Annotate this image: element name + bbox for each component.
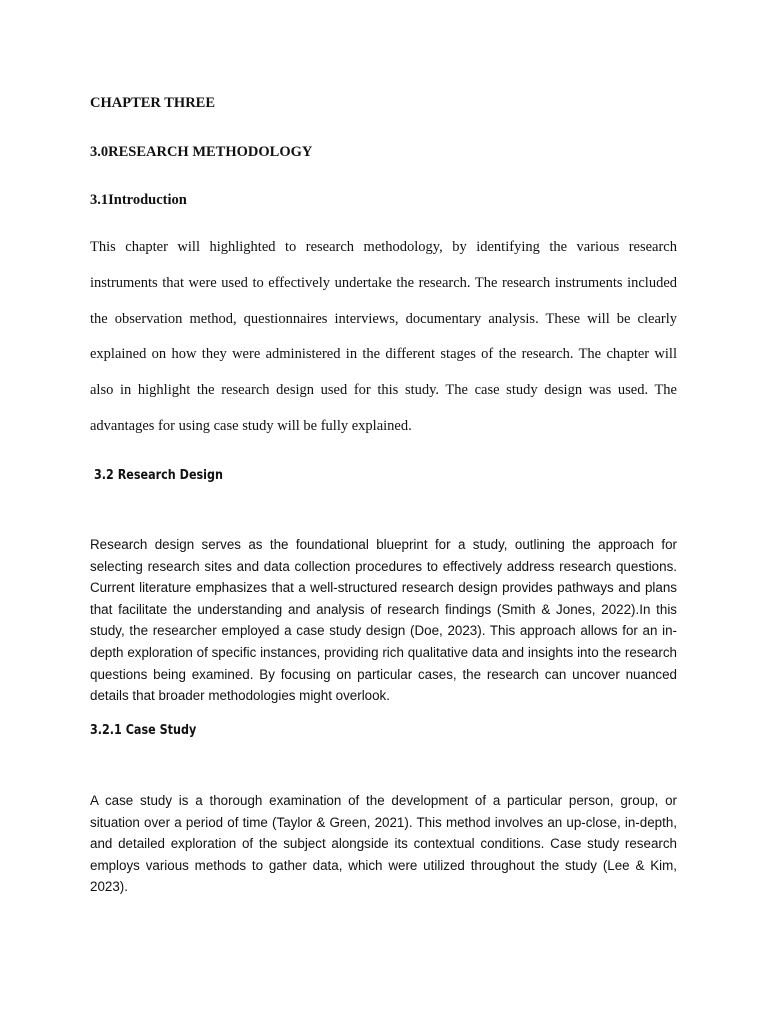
section-3-2-title: 3.2 Research Design xyxy=(94,468,223,483)
section-3-1-paragraph: This chapter will highlighted to research methodology, by identifying the various research instruments that were used to effectively undertake the research. The research instruments included the observation method, questionnaires interviews, documentary analysis. These will be clearly explained on how they were administered in the different stages of the research. The chapter will also in highlight the research design used for this study. The case study design was used. The advantages for using case study will be fully explained. xyxy=(90,239,677,434)
section-3-1-title: 3.1Introduction xyxy=(90,192,187,208)
section-3-2-1-paragraph: A case study is a thorough examination of the development of a particular person, group, or situation over a period of time (Taylor & Green, 2021). This method involves an up-close, in-depth, and detailed exploration of the subject alongside its contextual conditions. Case study research employs various methods to gather data, which were utilized throughout the study (Lee & Kim, 2023). xyxy=(90,793,677,895)
chapter-title: CHAPTER THREE xyxy=(90,95,216,111)
section-3-2-1-title: 3.2.1 Case Study xyxy=(90,723,197,738)
section-3-0-title: 3.0RESEARCH METHODOLOGY xyxy=(90,144,313,160)
section-3-2-paragraph: Research design serves as the foundational blueprint for a study, outlining the approach for selecting research sites and data collection procedures to effectively address research questions. Current literature emphasizes that a well-structured research design provides pathways and plans that facilitate the understanding and analysis of research findings (Smith & Jones, 2022).In this study, the researcher employed a case study design (Doe, 2023). This approach allows for an in-depth exploration of specific instances, providing rich qualitative data and insights into the research questions being examined. By focusing on particular cases, the research can uncover nuanced details that broader methodologies might overlook. xyxy=(90,537,677,704)
